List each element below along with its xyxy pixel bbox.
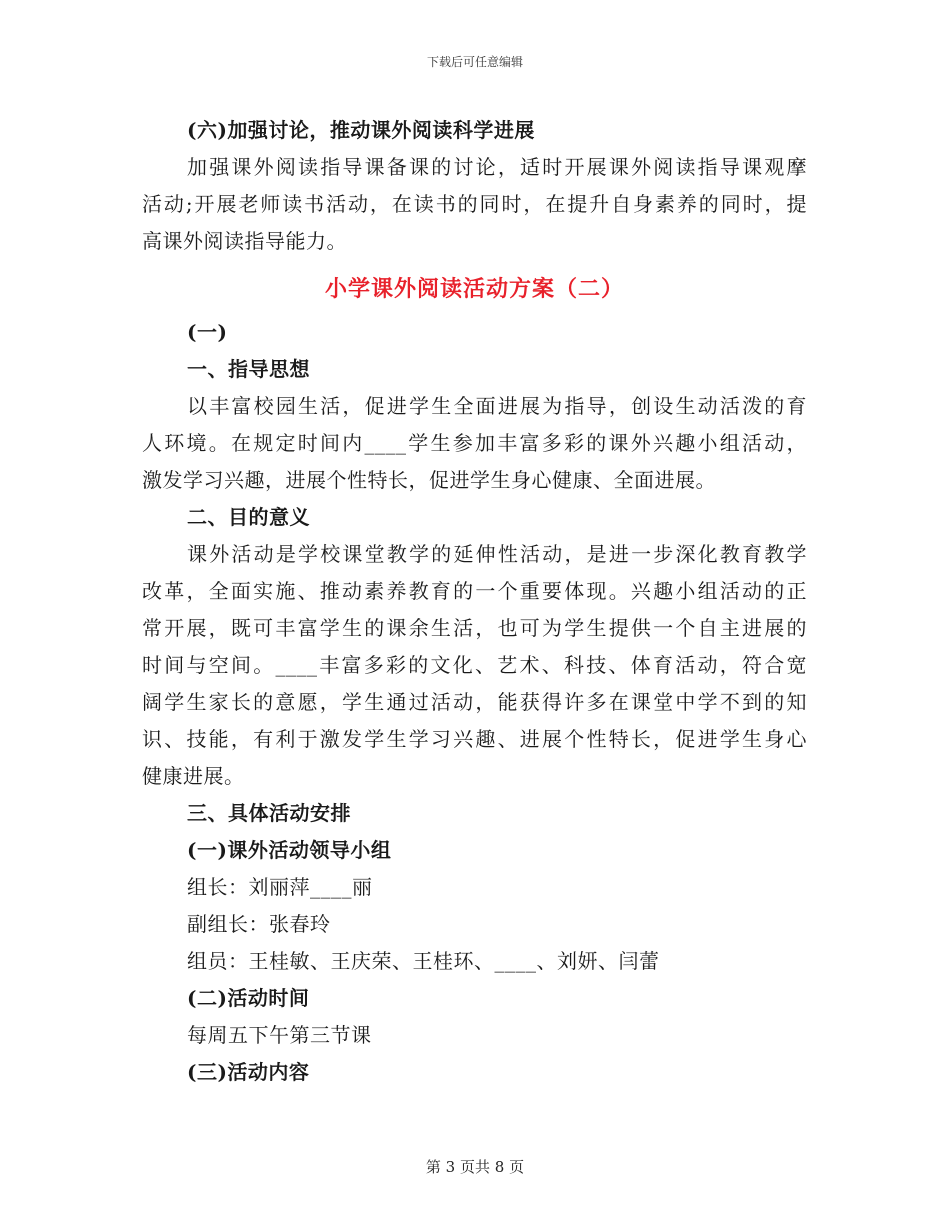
section-heading: 一、指导思想	[187, 357, 310, 381]
paragraph-line: 阔学生家长的意愿，学生通过活动，能获得许多在课堂中学不到的知	[142, 690, 807, 714]
paragraph-line: 活动;开展老师读书活动，在读书的同时，在提升自身素养的同时，提	[142, 192, 807, 216]
document-body	[142, 112, 807, 1091]
activity-time: 每周五下午第三节课	[187, 1023, 372, 1047]
paragraph-line: 课外活动是学校课堂教学的延伸性活动，是进一步深化教育教学	[187, 542, 807, 566]
paragraph-line: 识、技能，有利于激发学生学习兴趣、进展个性特长，促进学生身心	[142, 727, 807, 751]
part-label: (一)	[187, 320, 228, 344]
paragraph-line: 常开展，既可丰富学生的课余生活，也可为学生提供一个自主进展的	[142, 616, 807, 640]
subsection-heading: (一)课外活动领导小组	[187, 838, 392, 862]
section-heading: (六)加强讨论，推动课外阅读科学进展	[187, 118, 535, 142]
paragraph-line: 高课外阅读指导能力。	[142, 229, 347, 253]
paragraph-line: 人环境。在规定时间内____学生参加丰富多彩的课外兴趣小组活动，	[142, 431, 807, 455]
paragraph-line: 以丰富校园生活，促进学生全面进展为指导，创设生动活泼的育	[187, 394, 807, 418]
deputy-line: 副组长：张春玲	[187, 912, 331, 936]
leader-line: 组长：刘丽萍____丽	[187, 875, 373, 899]
section-heading: 三、具体活动安排	[187, 801, 351, 825]
page-footer: 第 3 页共 8 页	[425, 1158, 525, 1176]
subsection-heading: (三)活动内容	[187, 1060, 310, 1084]
page-header: 下载后可任意编辑	[426, 55, 523, 69]
paragraph-line: 加强课外阅读指导课备课的讨论，适时开展课外阅读指导课观摩	[187, 155, 807, 179]
paragraph-line: 激发学习兴趣，进展个性特长，促进学生身心健康、全面进展。	[142, 468, 716, 492]
subsection-heading: (二)活动时间	[187, 986, 310, 1010]
paragraph-line: 健康进展。	[142, 764, 245, 788]
members-line: 组员：王桂敏、王庆荣、王桂环、____、刘妍、闫蕾	[187, 949, 660, 973]
section-heading: 二、目的意义	[187, 505, 310, 529]
document-title: 小学课外阅读活动方案（二）	[324, 276, 624, 302]
paragraph-line: 改革，全面实施、推动素养教育的一个重要体现。兴趣小组活动的正	[142, 579, 807, 603]
paragraph-line: 时间与空间。____丰富多彩的文化、艺术、科技、体育活动，符合宽	[142, 653, 807, 677]
